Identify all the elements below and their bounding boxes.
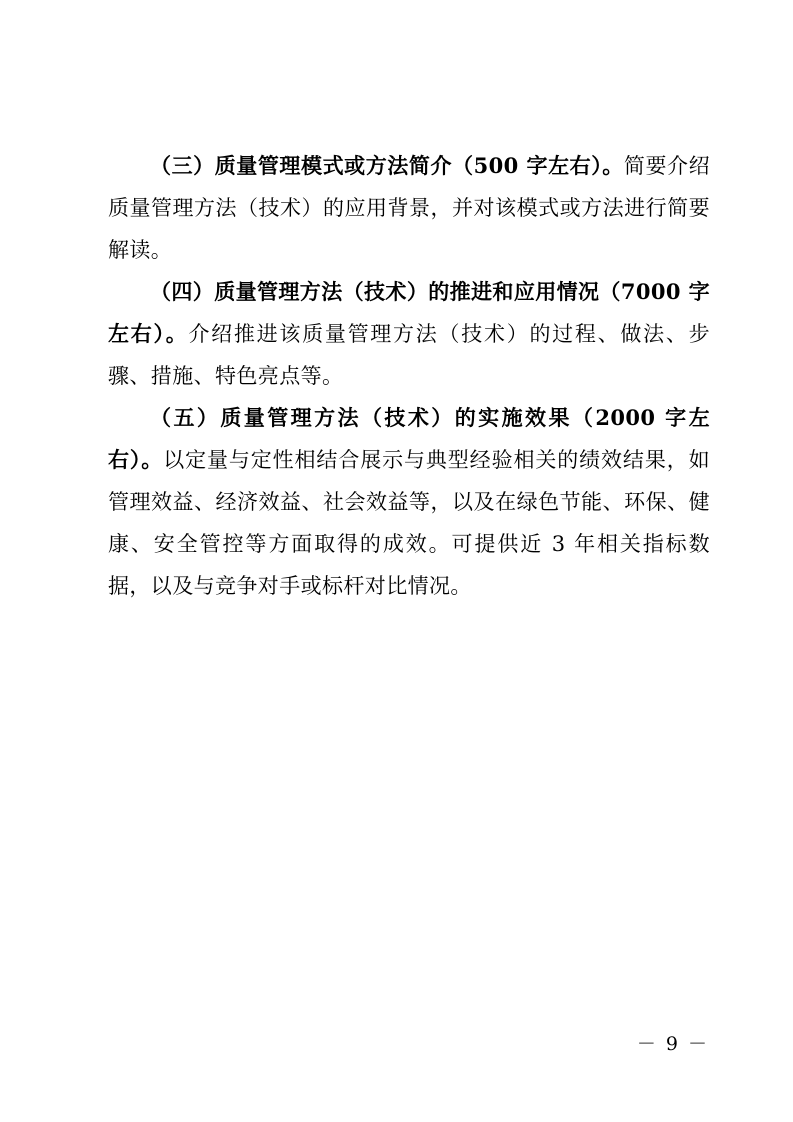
paragraph-section-5 bbox=[108, 397, 710, 607]
section-heading: （五）质量管理方法（技术）的实施效果（2000 字左右）。 bbox=[108, 405, 710, 472]
section-heading: （四）质量管理方法（技术）的推进和应用情况（7000 字左右）。 bbox=[108, 279, 710, 346]
paragraph-section-4 bbox=[108, 271, 710, 397]
section-body: 介绍推进该质量管理方法（技术）的过程、做法、步骤、措施、特色亮点等。 bbox=[108, 322, 710, 388]
page-number: － 9 － bbox=[636, 1033, 709, 1055]
section-body: 以定量与定性相结合展示与典型经验相关的绩效结果，如管理效益、经济效益、社会效益等，以及在绿色节能、环保、健康、安全管控等方面取得的成效。可提供近 3 年相关指标数据，以及与竞争对手或标杆对比情况。 bbox=[108, 448, 711, 598]
section-heading: （三）质量管理模式或方法简介（500 字左右）。 bbox=[150, 153, 624, 178]
document-body bbox=[108, 145, 710, 607]
section-body: 简要介绍质量管理方法（技术）的应用背景，并对该模式或方法进行简要解读。 bbox=[108, 154, 710, 262]
paragraph-section-3 bbox=[108, 145, 710, 271]
